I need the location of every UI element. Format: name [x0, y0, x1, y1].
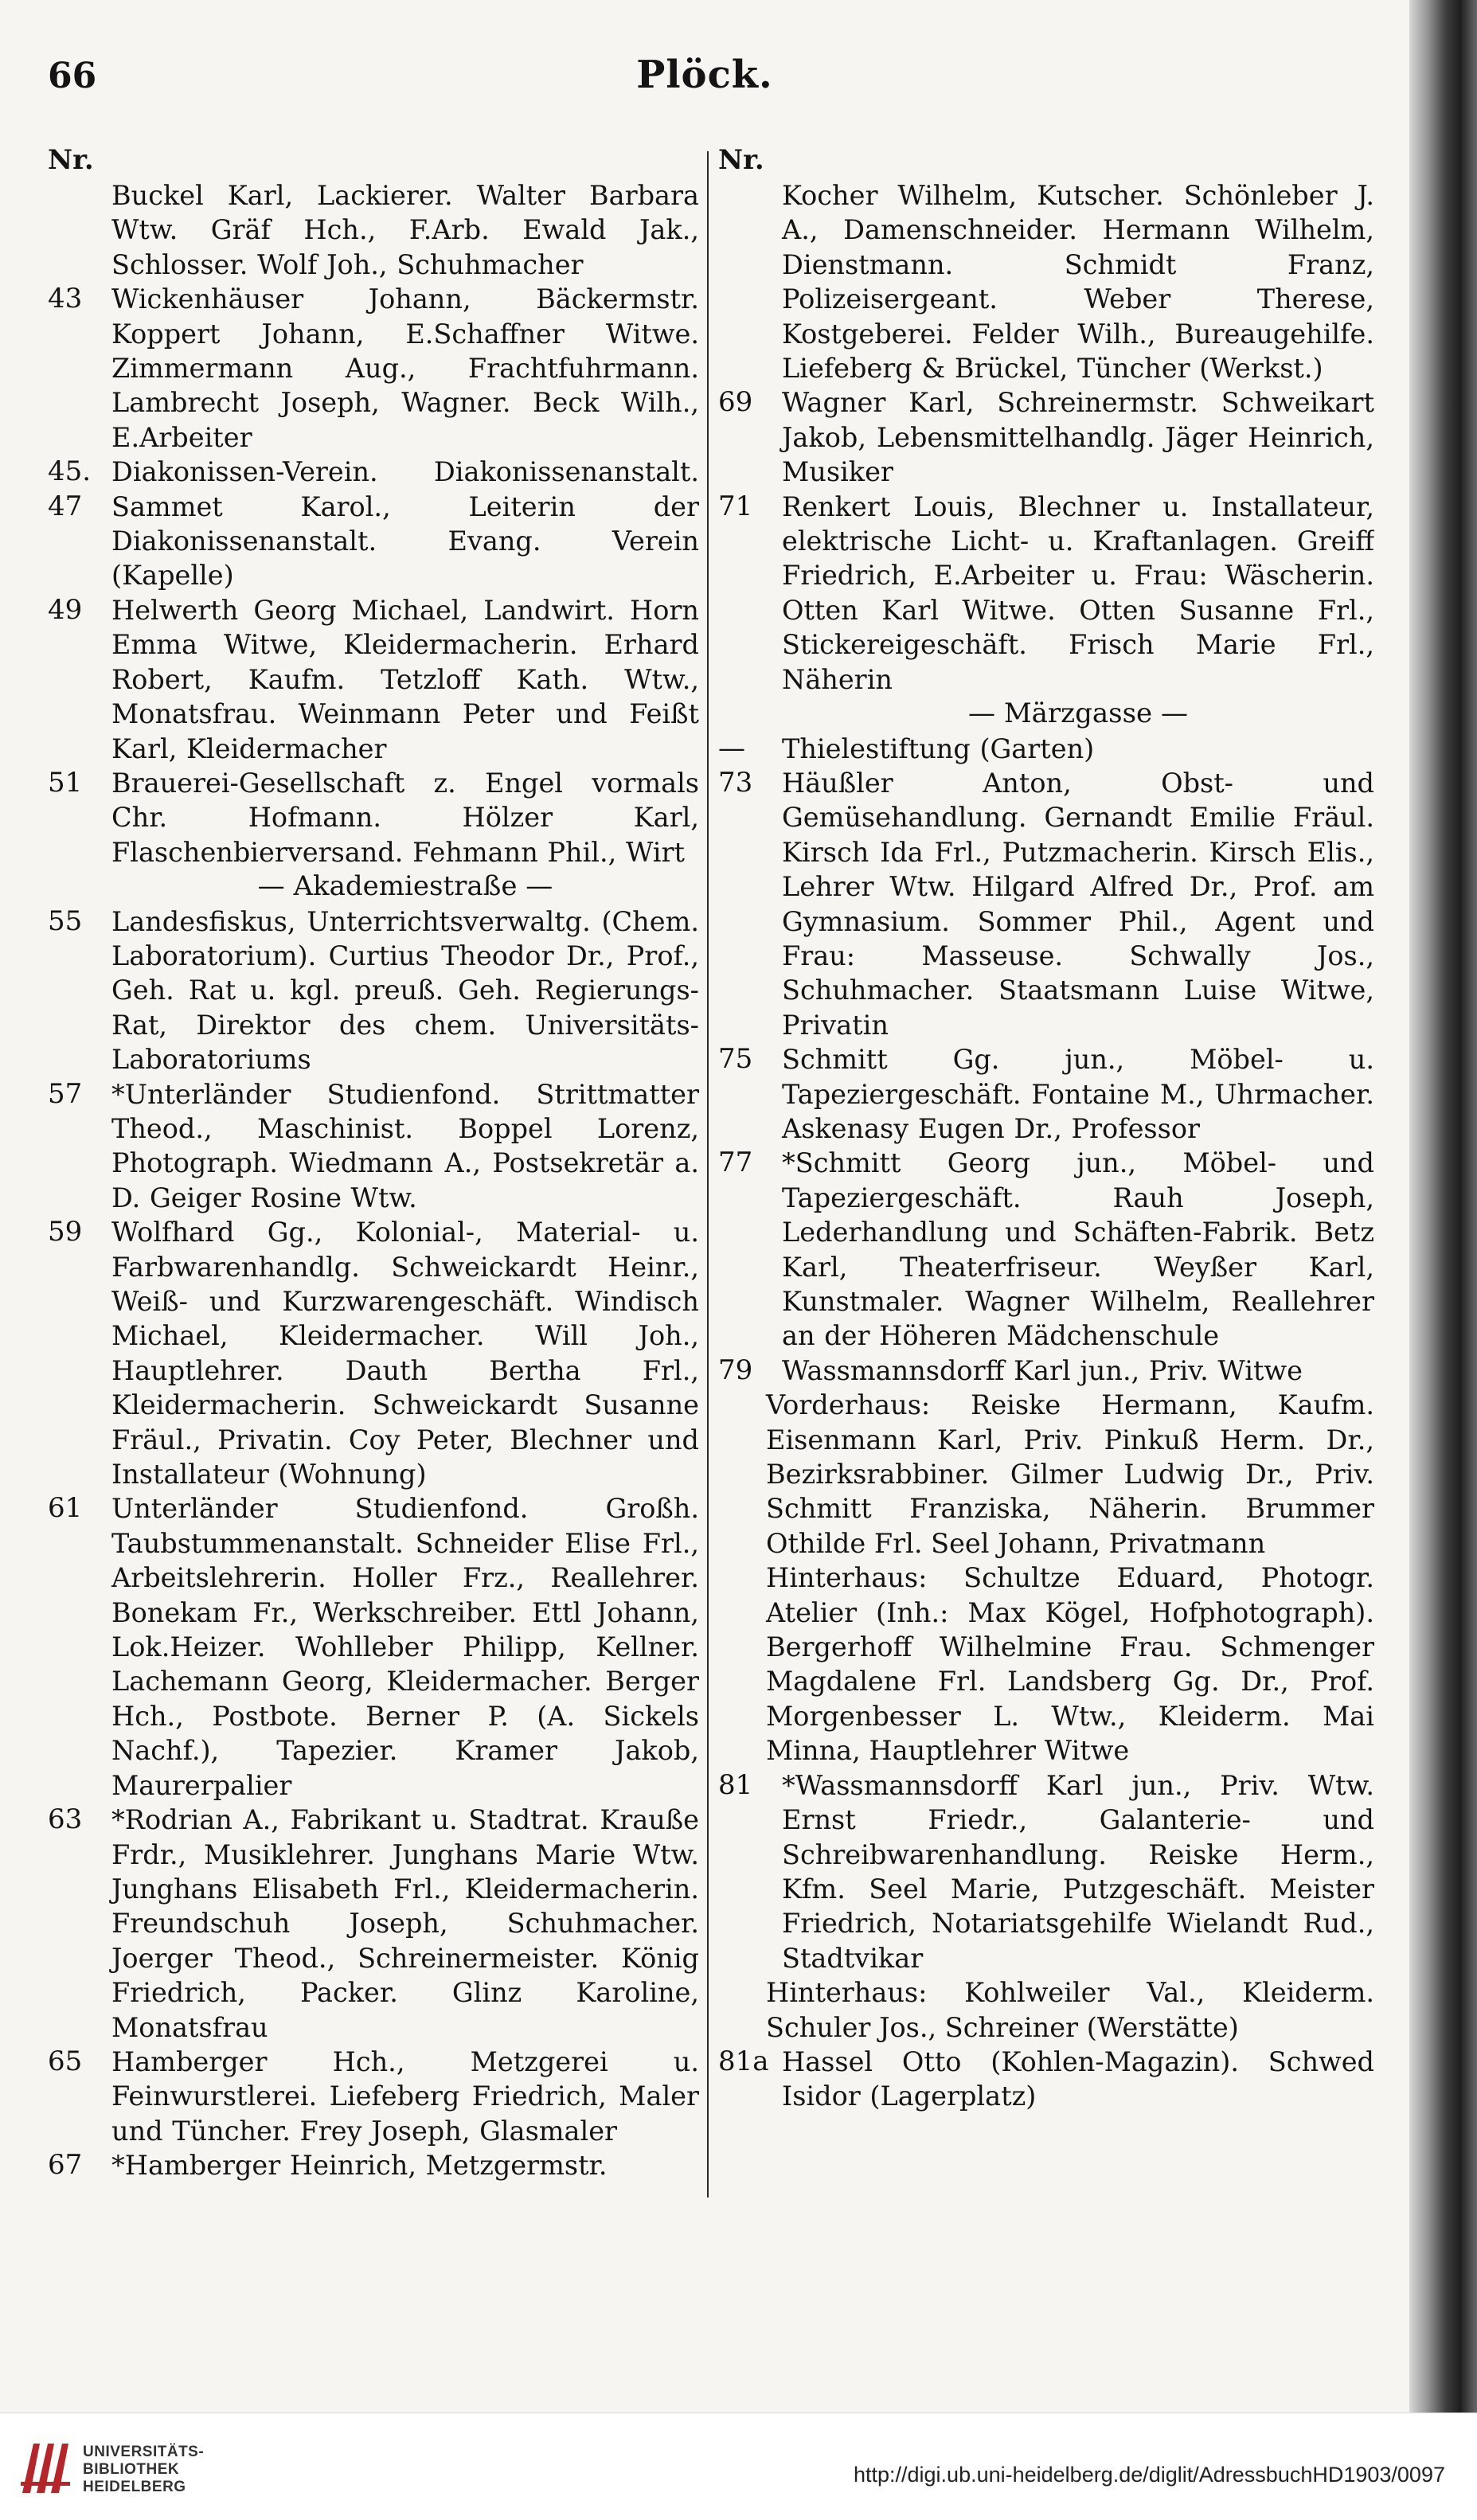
house-section: Vorderhaus: Reiske Hermann, Kaufm. Eisenmann Karl, Priv. Pinkuß Herm. Dr., Bezirksrabbiner. Gilmer Ludwig Dr., Priv. Schmitt Franziska, Näherin. Brummer Othilde Frl. Seel Johann, Privatmann	[766, 1389, 1374, 1559]
entry-text: *Hamberger Heinrich, Metzgermstr.	[111, 2150, 608, 2182]
address-entry	[718, 1042, 1374, 1146]
house-number: 67	[48, 2149, 83, 2182]
entry-text: Wolfhard Gg., Kolonial-, Material- u. Farbwarenhandlg. Schweickardt Heinr., Weiß- und Kurzwarengeschäft. Windisch Michael, Kleidermacher. Will Joh., Hauptlehrer. Dauth Bertha Frl., Kleidermacherin. Schweickardt Susanne Fräul., Privatin. Coy Peter, Blechner und Installateur (Wohnung)	[111, 1217, 699, 1491]
entry-text: Wassmannsdorff Karl jun., Priv. Witwe	[782, 1354, 1303, 1386]
book-spine-shadow	[1409, 0, 1477, 2413]
entry-text: Thielestiftung (Garten)	[782, 733, 1095, 764]
entry-text: Buckel Karl, Lackierer. Walter Barbara Wtw. Gräf Hch., F.Arb. Ewald Jak., Schlosser. Wolf Joh., Schuhmacher	[111, 180, 699, 280]
address-entry	[48, 2148, 699, 2182]
entry-text: Diakonissen-Verein. Diakonissenanstalt. Sammet Karol., Leiterin der Diakonissenanstalt. Evang. Verein (Kapelle)	[111, 456, 699, 592]
house-number: 43	[48, 283, 83, 315]
logo-line-1: UNIVERSITÄTS-	[83, 2444, 205, 2460]
address-entry	[48, 2045, 699, 2148]
entry-text: Schmitt Gg. jun., Möbel- u. Tapeziergeschäft. Fontaine M., Uhrmacher. Askenasy Eugen Dr., Professor	[782, 1044, 1374, 1144]
entry-text: *Unterländer Studienfond. Strittmatter Theod., Maschinist. Boppel Lorenz, Photograph. Wiedmann A., Postsekretär a. D. Geiger Rosine Wtw.	[111, 1078, 699, 1213]
address-entry	[718, 385, 1374, 489]
entry-text: Kocher Wilhelm, Kutscher. Schönleber J. A., Damenschneider. Hermann Wilhelm, Dienstmann. Schmidt Franz, Polizeisergeant. Weber Therese, Kostgeberei. Felder Wilh., Bureaugehilfe. Liefeberg & Brückel, Tüncher (Werkst.)	[782, 180, 1374, 385]
address-entry	[718, 2045, 1374, 2114]
entry-text: Brauerei-Gesellschaft z. Engel vormals Chr. Hofmann. Hölzer Karl, Flaschenbierversand. Fehmann Phil., Wirt	[111, 767, 699, 868]
address-entry	[48, 766, 699, 869]
footer-bar	[0, 2413, 1477, 2520]
street-heading: — Akademiestraße —	[257, 870, 553, 903]
entry-text: Hassel Otto (Kohlen-Magazin). Schwed Isidor (Lagerplatz)	[782, 2045, 1374, 2112]
house-section: Hinterhaus: Schultze Eduard, Photogr. Atelier (Inh.: Max Kögel, Hofphotograph). Bergerhoff Wilhelmine Frau. Schmenger Magdalene Frl. Landsberg Gg. Dr., Prof. Morgenbesser L. Wtw., Kleiderm. Mai Minna, Hauptlehrer Witwe	[766, 1562, 1374, 1767]
entry-text: Unterländer Studienfond. Großh. Taubstummenanstalt. Schneider Elise Frl., Arbeitslehrerin. Holler Frz., Reallehrer. Bonekam Fr., Werkschreiber. Ettl Johann, Lok.Heizer. Wohlleber Philipp, Kellner. Lachemann Georg, Kleidermacher. Berger Hch., Postbote. Berner P. (A. Sickels Nachf.), Tapezier. Kramer Jakob, Maurerpalier	[111, 1493, 699, 1801]
source-url-link[interactable]: http://digi.ub.uni-heidelberg.de/diglit/AdressbuchHD1903/0097	[853, 2463, 1445, 2487]
address-entry	[718, 178, 1374, 385]
nr-label-left: Nr.	[48, 144, 94, 176]
address-entry	[48, 1077, 699, 1216]
address-entry	[718, 490, 1374, 697]
house-number: 79	[718, 1354, 753, 1386]
entry-text: Landesfiskus, Unterrichtsverwaltg. (Chem. Laboratorium). Curtius Theodor Dr., Prof., Geh. Rat u. kgl. preuß. Geh. Regierungs-Rat, Direktor des chem. Universitäts-Laboratoriums	[111, 905, 699, 1076]
entry-text: *Wassmannsdorff Karl jun., Priv. Wtw. Ernst Friedr., Galanterie- und Schreibwarenhandlung. Reiske Herm., Kfm. Seel Marie, Putzgeschäft. Meister Friedrich, Notariatsgehilfe Wielandt Rud., Stadtvikar	[782, 1769, 1374, 1974]
address-entry	[718, 732, 1374, 766]
house-number: 51	[48, 766, 83, 799]
house-number: 59	[48, 1216, 83, 1248]
address-entry	[48, 455, 699, 593]
nr-label-right: Nr.	[718, 144, 764, 176]
street-heading: — Märzgasse —	[968, 697, 1188, 730]
entry-text: *Schmitt Georg jun., Möbel- und Tapeziergeschäft. Rauh Joseph, Lederhandlung und Schäften-Fabrik. Betz Karl, Theaterfriseur. Weyßer Karl, Kunstmaler. Wagner Wilhelm, Reallehrer an der Höheren Mädchenschule	[782, 1147, 1374, 1352]
house-number: 75	[718, 1043, 753, 1076]
address-entry	[48, 593, 699, 766]
house-number: 65	[48, 2045, 83, 2077]
address-entry	[48, 178, 699, 282]
house-number: 49	[48, 593, 83, 626]
house-number: 55	[48, 904, 83, 937]
address-entry	[48, 1215, 699, 1491]
page-number: 66	[48, 56, 97, 96]
logo-line-3: HEIDELBERG	[83, 2479, 186, 2495]
entry-text: Renkert Louis, Blechner u. Installateur, elektrische Licht- u. Kraftanlagen. Greiff Friedrich, E.Arbeiter u. Frau: Wäscherin. Otten Karl Witwe. Otten Susanne Frl., Stickereigeschäft. Frisch Marie Frl., Näherin	[782, 490, 1374, 695]
house-section: Hinterhaus: Kohlweiler Val., Kleiderm. Schuler Jos., Schreiner (Werstätte)	[766, 1977, 1374, 2043]
entry-text: Wagner Karl, Schreinermstr. Schweikart Jakob, Lebensmittelhandlg. Jäger Heinrich, Musiker	[782, 387, 1374, 488]
house-number: —	[718, 732, 745, 764]
right-column	[718, 142, 1374, 2196]
address-entry	[48, 1491, 699, 1803]
house-number: 77	[718, 1147, 753, 1179]
address-entry	[718, 1354, 1374, 1388]
house-number: 57	[48, 1077, 83, 1110]
entry-text: Hamberger Hch., Metzgerei u. Feinwurstlerei. Liefeberg Friedrich, Maler und Tüncher. Frey Joseph, Glasmaler	[111, 2045, 699, 2147]
library-logo-icon	[18, 2437, 73, 2496]
library-logo-text	[83, 2444, 204, 2496]
entry-text: Helwerth Georg Michael, Landwirt. Horn Emma Witwe, Kleidermacherin. Erhard Robert, Kaufm. Tetzloff Kath. Wtw., Monatsfrau. Weinmann Peter und Feißt Karl, Kleidermacher	[111, 594, 699, 764]
house-number: 69	[718, 386, 753, 419]
house-number: 45. 47	[48, 455, 92, 522]
page-title: Plöck.	[636, 53, 773, 97]
house-number: 61	[48, 1492, 83, 1525]
entry-text: *Rodrian A., Fabrikant u. Stadtrat. Kraußе Frdr., Musiklehrer. Junghans Marie Wtw. Junghans Elisabeth Frl., Kleidermacherin. Freundschuh Joseph, Schuhmacher. Joerger Theod., Schreinermeister. König Friedrich, Packer. Glinz Karoline, Monatsfrau	[111, 1804, 699, 2043]
address-entry	[48, 282, 699, 455]
house-number: 81a	[718, 2045, 769, 2077]
address-entry	[48, 1803, 699, 2045]
house-number: 71	[718, 490, 753, 522]
address-entry	[48, 904, 699, 1077]
column-divider	[707, 151, 709, 2198]
logo-line-2: BIBLIOTHEK	[83, 2461, 180, 2478]
address-entry	[718, 766, 1374, 1042]
address-entry	[718, 1768, 1374, 1975]
address-entry	[718, 1146, 1374, 1353]
house-number: 73	[718, 766, 753, 799]
entry-text: Wickenhäuser Johann, Bäckermstr. Koppert Johann, E.Schaffner Witwe. Zimmermann Aug., Frachtfuhrmann. Lambrecht Joseph, Wagner. Beck Wilh., E.Arbeiter	[111, 283, 699, 453]
house-number: 63	[48, 1803, 83, 1836]
house-number: 81	[718, 1768, 753, 1801]
left-column	[48, 142, 699, 2196]
entry-text: Häußler Anton, Obst- und Gemüsehandlung. Gernandt Emilie Fräul. Kirsch Ida Frl., Putzmacherin. Kirsch Elis., Lehrer Wtw. Hilgard Alfred Dr., Prof. am Gymnasium. Sommer Phil., Agent und Frau: Masseuse. Schwally Jos., Schuhmacher. Staatsmann Luise Witwe, Privatin	[782, 767, 1374, 1041]
